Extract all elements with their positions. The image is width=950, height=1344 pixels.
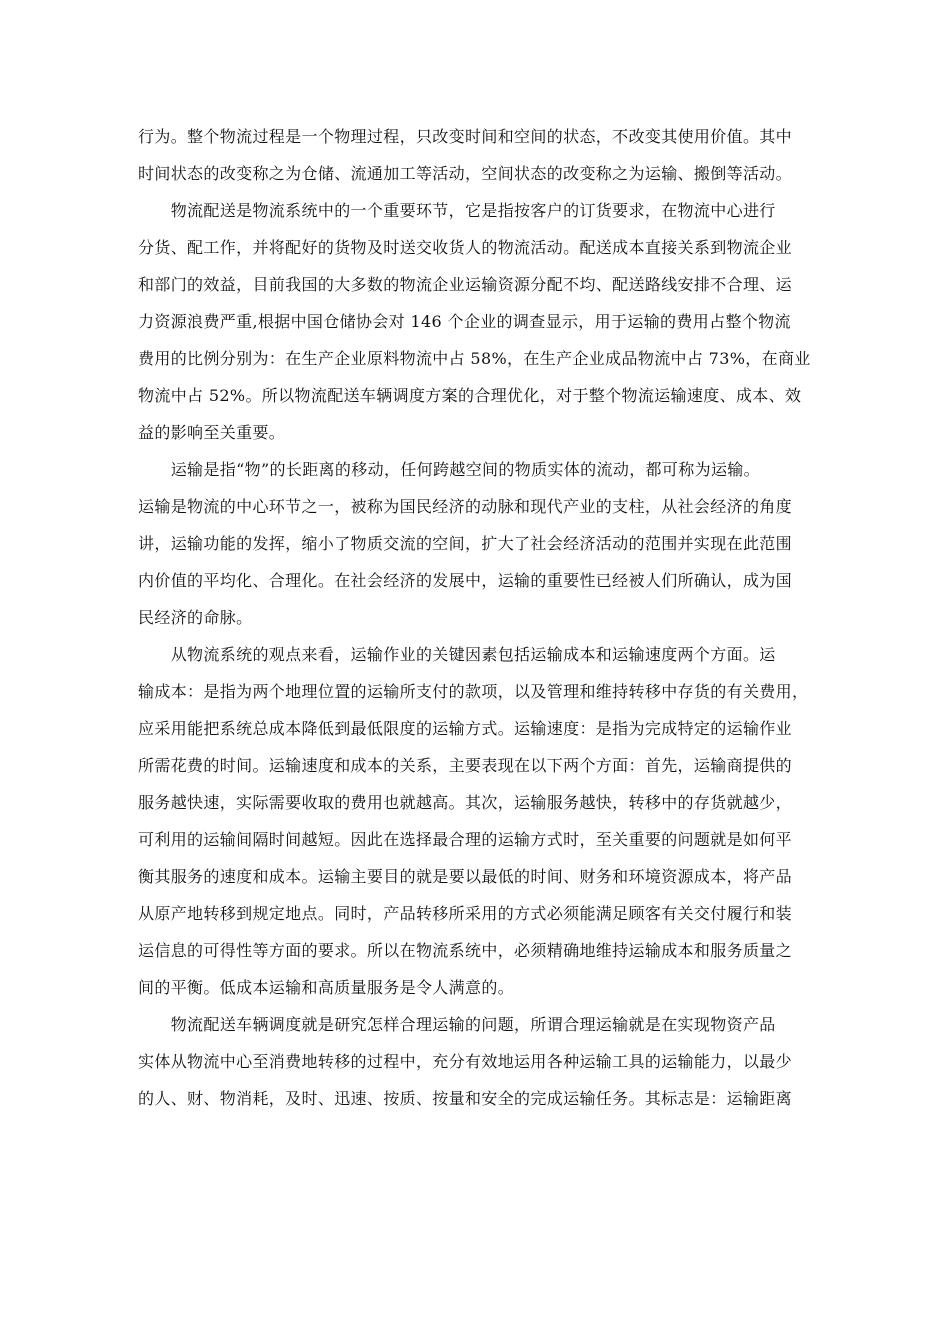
text-line: 从原产地转移到规定地点。同时，产品转移所采用的方式必须能满足顾客有关交付履行和装: [138, 904, 793, 923]
paragraph: [138, 451, 828, 636]
text-line: 服务越快速，实际需要收取的费用也就越高。其次，运输服务越快，转移中的存货就越少，: [138, 793, 793, 812]
text-line: 力资源浪费严重,根据中国仓储协会对 146 个企业的调查显示，用于运输的费用占整个物流: [138, 312, 791, 331]
text-line: 可利用的运输间隔时间越短。因此在选择最合理的运输方式时，至关重要的问题就是如何平: [138, 830, 793, 849]
text-line: 实体从物流中心至消费地转移的过程中，充分有效地运用各种运输工具的运输能力，以最少: [138, 1052, 793, 1071]
text-line: 衡其服务的速度和成本。运输主要目的就是要以最低的时间、财务和环境资源成本，将产品: [138, 867, 793, 886]
text-line: 讲，运输功能的发挥，缩小了物质交流的空间，扩大了社会经济活动的范围并实现在此范围: [138, 534, 793, 553]
text-line: 运信息的可得性等方面的要求。所以在物流系统中，必须精确地维持运输成本和服务质量之: [138, 941, 793, 960]
text-line: 物流中占 52%。所以物流配送车辆调度方案的合理优化，对于整个物流运输速度、成本、效: [138, 386, 802, 405]
body-text: [138, 118, 828, 1117]
text-line: 费用的比例分别为：在生产企业原料物流中占 58%，在生产企业成品物流中占 73%，在商业: [138, 349, 811, 368]
paragraph: [138, 192, 828, 451]
text-line: 益的影响至关重要。: [138, 423, 286, 442]
text-line: 物流配送车辆调度就是研究怎样合理运输的问题，所谓合理运输就是在实现物资产品: [138, 1015, 776, 1034]
text-line: 时间状态的改变称之为仓储、流通加工等活动，空间状态的改变称之为运输、搬倒等活动。: [138, 164, 793, 183]
text-line: 内价值的平均化、合理化。在社会经济的发展中，运输的重要性已经被人们所确认，成为国: [138, 571, 793, 590]
text-line: 输成本：是指为两个地理位置的运输所支付的款项，以及管理和维持转移中存货的有关费用，: [138, 682, 809, 701]
text-line: 运输是指“物”的长距离的移动，任何跨越空间的物质实体的流动，都可称为运输。: [138, 460, 761, 479]
paragraph: [138, 1006, 828, 1117]
text-line: 行为。整个物流过程是一个物理过程，只改变时间和空间的状态，不改变其使用价值。其中: [138, 127, 793, 146]
text-line: 从物流系统的观点来看，运输作业的关键因素包括运输成本和运输速度两个方面。运: [138, 645, 776, 664]
text-line: 分货、配工作，并将配好的货物及时送交收货人的物流活动。配送成本直接关系到物流企业: [138, 238, 793, 257]
text-line: 应采用能把系统总成本降低到最低限度的运输方式。运输速度：是指为完成特定的运输作业: [138, 719, 793, 738]
text-line: 和部门的效益，目前我国的大多数的物流企业运输资源分配不均、配送路线安排不合理、运: [138, 275, 793, 294]
text-line: 的人、财、物消耗，及时、迅速、按质、按量和安全的完成运输任务。其标志是：运输距离: [138, 1089, 793, 1108]
text-line: 民经济的命脉。: [138, 608, 253, 627]
paragraph: [138, 636, 828, 1006]
text-line: 所需花费的时间。运输速度和成本的关系，主要表现在以下两个方面：首先，运输商提供的: [138, 756, 793, 775]
text-line: 间的平衡。低成本运输和高质量服务是令人满意的。: [138, 978, 515, 997]
paragraph: [138, 118, 828, 192]
text-line: 运输是物流的中心环节之一，被称为国民经济的动脉和现代产业的支柱，从社会经济的角度: [138, 497, 793, 516]
text-line: 物流配送是物流系统中的一个重要环节，它是指按客户的订货要求，在物流中心进行: [138, 201, 776, 220]
